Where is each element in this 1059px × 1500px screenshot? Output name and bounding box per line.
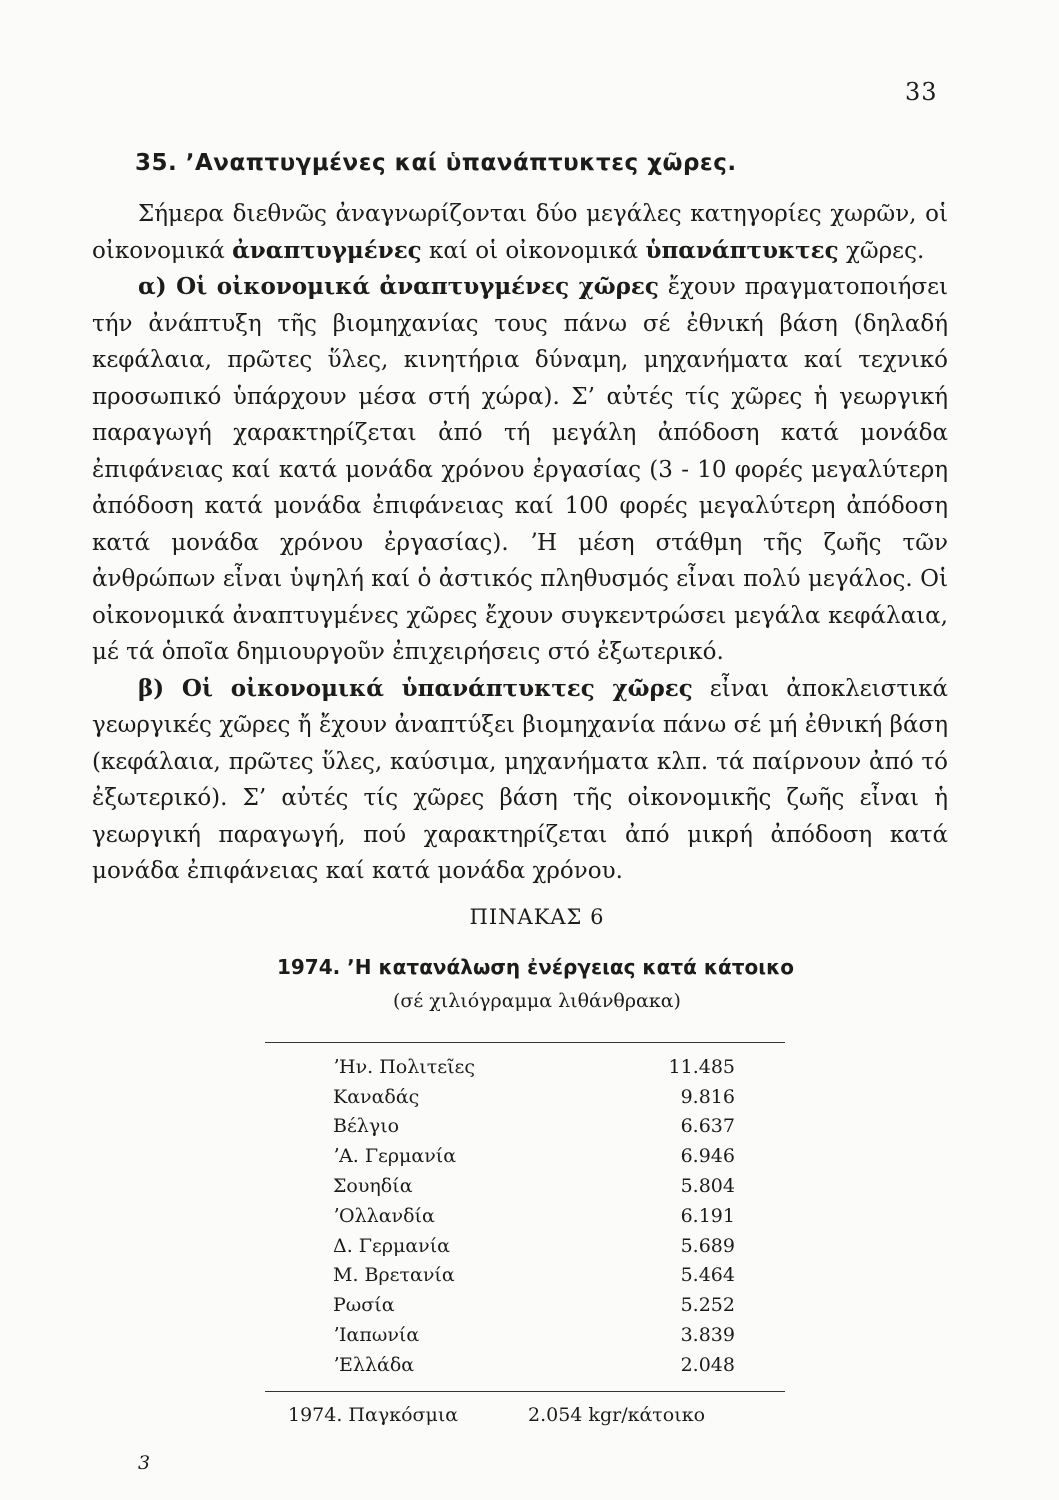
consumption-value: 5.804 (680, 1175, 735, 1198)
paragraph-b: β) Οἱ οἰκονομικά ὑπανάπτυκτες χῶρες εἶναι ἀποκλειστικά γεωργικές χῶρες ἤ ἔχουν ἀναπτύξει βιομηχανία πάνω σέ μή ἐθνική βάση (κεφάλαια, πρῶτες ὕλες, καύσιμα, μηχανήματα κλπ. τά παίρνουν ἀπό τό ἐξωτερικό). Σ’ αὐτές τίς χῶρες βάση τῆς οἰκονομικῆς ζωῆς εἶναι ἡ γεωργική παραγωγή, πού χαρακτηρίζεται ἀπό μικρή ἀπόδοση κατά μονάδα ἐπιφάνειας καί κατά μονάδα χρόνου. (92, 674, 948, 884)
table-unit: (σέ χιλιόγραμμα λιθάνθρακα) (393, 990, 681, 1012)
table-row (325, 1290, 735, 1320)
table-bottom-rule (265, 1391, 785, 1392)
table-row (325, 1261, 735, 1291)
paragraph-b-lead: β) Οἱ οἰκονομικά ὑπανάπτυκτες χῶρες (138, 674, 693, 702)
consumption-value: 11.485 (668, 1055, 735, 1078)
consumption-value: 6.637 (680, 1115, 735, 1138)
table-row (325, 1141, 735, 1171)
table-row (325, 1350, 735, 1380)
table-row (325, 1112, 735, 1142)
consumption-value: 5.689 (680, 1234, 735, 1257)
country-name: Καναδάς (333, 1085, 420, 1108)
body-text (92, 196, 948, 890)
consumption-value: 5.464 (680, 1264, 735, 1287)
consumption-value: 3.839 (680, 1324, 735, 1347)
page-number: 33 (905, 78, 938, 106)
footer-value: 2.054 kgr/κάτοικο (528, 1404, 706, 1426)
table-label: ΠΙΝΑΚΑΣ 6 (469, 905, 605, 929)
country-name: Δ. Γερμανία (333, 1234, 451, 1257)
table-row (325, 1231, 735, 1261)
country-name: Ρωσία (333, 1294, 395, 1317)
country-name: ʼΑ. Γερμανία (333, 1145, 457, 1168)
country-name: Σουηδία (333, 1175, 413, 1198)
paragraph-a-lead: α) Οἱ οἰκονομικά ἀναπτυγμένες χῶρες (138, 273, 659, 300)
consumption-value: 6.946 (680, 1145, 735, 1168)
country-name: ʼΟλλανδία (333, 1204, 435, 1227)
consumption-value: 9.816 (680, 1085, 735, 1108)
signature-mark: 3 (138, 1452, 151, 1474)
table-title: 1974. ʼΗ κατανάλωση ἐνέργειας κατά κάτοικο (276, 955, 795, 979)
intro-paragraph: Σήμερα διεθνῶς ἀναγνωρίζονται δύο μεγάλες κατηγορίες χωρῶν, οἱ οἰκονομικά ἀναπτυγμένες καί οἱ οἰκονομικά ὑπανάπτυκτες χῶρες. (92, 201, 948, 264)
table-body (325, 1052, 735, 1380)
country-name: Μ. Βρετανία (333, 1264, 455, 1287)
table-row (325, 1201, 735, 1231)
country-name: ʼΕλλάδα (333, 1353, 415, 1376)
paragraph-a: α) Οἱ οἰκονομικά ἀναπτυγμένες χῶρες ἔχουν πραγματοποιήσει τήν ἀνάπτυξη τῆς βιομηχανίας τους πάνω σέ ἐθνική βάση (δηλαδή κεφάλαια, πρῶτες ὕλες, κινητήρια δύναμη, μηχανήματα καί τεχνικό προσωπικό ὑπάρχουν μέσα στή χώρα). Σ’ αὐτές τίς χῶρες ἡ γεωργική παραγωγή χαρακτηρίζεται ἀπό τή μεγάλη ἀπόδοση κατά μονάδα ἐπιφάνειας καί κατά μονάδα χρόνου ἐργασίας (3 - 10 φορές μεγαλύτερη ἀπόδοση κατά μονάδα ἐπιφάνειας καί 100 φορές μεγαλύτερη ἀπόδοση κατά μονάδα χρόνου ἐργασίας). ʼΗ μέση στάθμη τῆς ζωῆς τῶν ἀνθρώπων εἶναι ὑψηλή καί ὁ ἀστικός πληθυσμός εἶναι πολύ μεγάλος. Οἱ οἰκονομικά ἀναπτυγμένες χῶρες ἔχουν συγκεντρώσει μεγάλα κεφάλαια, μέ τά ὁποῖα δημιουργοῦν ἐπιχειρήσεις στό ἐξωτερικό. (92, 273, 949, 665)
consumption-value: 5.252 (680, 1294, 735, 1317)
table-row (325, 1320, 735, 1350)
consumption-value: 2.048 (680, 1353, 735, 1376)
table-top-rule (265, 1042, 785, 1043)
consumption-value: 6.191 (680, 1204, 735, 1227)
country-name: ʼΙαπωνία (333, 1324, 420, 1347)
section-heading: 35. ʼΑναπτυγμένες καί ὑπανάπτυκτες χῶρες. (135, 150, 737, 176)
table-row (325, 1082, 735, 1112)
table-row (325, 1171, 735, 1201)
table-row (325, 1052, 735, 1082)
country-name: ʼΗν. Πολιτεῖες (333, 1055, 476, 1078)
country-name: Βέλγιο (333, 1115, 400, 1138)
footer-label: 1974. Παγκόσμια (288, 1404, 459, 1426)
